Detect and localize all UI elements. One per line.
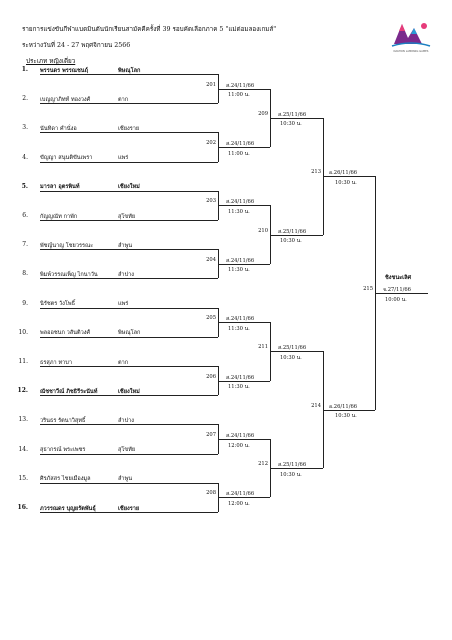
bracket-line [40, 162, 218, 163]
player-name: นิรัชตร วังโพธิ์ [40, 301, 76, 308]
match-number: 211 [258, 344, 268, 351]
player-name: พรรนดร พรรณชนฤ์ [40, 67, 88, 74]
bracket-line [40, 424, 218, 425]
player-province: แพร่ [118, 155, 129, 162]
player-seed-number: 10. [18, 328, 28, 336]
match-number: 201 [206, 81, 216, 88]
player-province: ลำปาง [118, 271, 134, 278]
bracket-line [40, 366, 218, 367]
player-name: ขัญญา สนุนติขันเพรา [40, 155, 93, 162]
match-date: จ.27/11/66 [383, 287, 411, 293]
player-province: เชียงใหม่ [118, 388, 140, 395]
match-time: 11:30 น. [228, 208, 250, 215]
player-seed-number: 7. [22, 241, 28, 249]
games-logo-icon [384, 18, 438, 50]
player-seed-number: 12. [17, 387, 28, 395]
player-name: พัชญ์นาญ โชยวรรณะ [40, 242, 94, 249]
match-date: ส.24/11/66 [226, 433, 255, 439]
match-time: 10:30 น. [280, 121, 302, 128]
match-number: 206 [206, 373, 216, 380]
match-number: 210 [258, 227, 268, 234]
player-province: สุโขทัย [118, 213, 136, 220]
bracket-line [40, 454, 218, 455]
player-seed-number: 4. [22, 153, 28, 161]
match-date: ส.24/11/66 [226, 374, 255, 381]
player-province: เชียงใหม่ [118, 184, 140, 191]
player-name: สุธากรณ์ พระเพชร [40, 447, 86, 454]
player-province: สุโขทัย [118, 447, 136, 454]
match-time: 12:00 น. [228, 442, 250, 449]
player-name: ณัชชาวีณ์ ภิชธิรีระนันท์ [40, 388, 98, 395]
player-seed-number: 2. [22, 95, 28, 103]
bracket-line [40, 483, 218, 484]
bracket-line [40, 278, 218, 279]
player-name: มารลา อุตรพินท์ [40, 184, 80, 191]
player-seed-number: 5. [21, 182, 28, 190]
player-name: ภวรรณดร บุญยรัตพันธุ์ [40, 505, 96, 512]
match-time: 11:30 น. [228, 384, 250, 391]
match-date: ส.25/11/66 [278, 111, 307, 118]
match-date: อ.26/11/66 [329, 170, 358, 177]
bracket-line [40, 74, 218, 75]
bracket-line [40, 337, 218, 338]
match-date: ส.24/11/66 [226, 141, 255, 147]
match-time: 12:00 น. [228, 500, 250, 507]
match-time: 11:30 น. [228, 267, 250, 274]
player-province: ลำพูน [118, 476, 133, 483]
player-name: กัญญณัท กาพัก [40, 213, 78, 220]
bracket-line [40, 220, 218, 221]
match-date: ส.24/11/66 [226, 199, 255, 206]
player-name: วรินธร รัตนาวิสุทธิ์ [40, 417, 86, 424]
player-seed-number: 8. [22, 270, 28, 278]
category-label: ประเภท หญิงเดี่ยว [26, 58, 76, 65]
match-date: ส.25/11/66 [278, 228, 307, 235]
page-title: รายการแข่งขันกีฬาแบดมินตันนักเรียนสามัคคีครั้งที่ 39 รอบคัดเลือกภาค 5 "แม่ต่อมลองเกมส์" [22, 26, 277, 33]
match-number: 215 [363, 286, 373, 292]
player-province: ลำพูน [118, 242, 133, 249]
player-province: แพร่ [118, 301, 129, 308]
match-date: ส.24/11/66 [226, 491, 255, 498]
match-date: ส.25/11/66 [278, 462, 307, 469]
player-seed-number: 11. [18, 358, 28, 365]
match-number: 205 [206, 315, 216, 322]
match-number: 203 [206, 198, 216, 205]
player-seed-number: 13. [18, 416, 28, 424]
player-seed-number: 9. [22, 299, 28, 307]
player-name: ศิรภัสสร ไชยเมืองมูล [40, 476, 91, 483]
bracket-line [40, 103, 218, 104]
match-time: 10:30 น. [335, 413, 357, 420]
logo-text: NAKHON LAMPANG GAMES [393, 50, 429, 53]
match-date: ส.24/11/66 [226, 316, 255, 323]
match-time: 10:30 น. [280, 471, 302, 478]
match-number: 202 [206, 140, 216, 146]
player-province: ตาก [118, 96, 129, 103]
bracket-line [40, 132, 218, 133]
player-seed-number: 3. [22, 124, 28, 132]
match-time: 10:00 น. [385, 296, 407, 303]
match-time: 11:00 น. [228, 92, 250, 99]
player-name: นันทิดา คำนั่งอ [40, 125, 77, 132]
match-number: 212 [258, 461, 268, 468]
player-province: พิษณุโลก [118, 67, 141, 74]
match-time: 10:30 น. [280, 238, 302, 245]
match-date: ส.24/11/66 [226, 257, 255, 264]
games-logo [384, 18, 438, 62]
match-time: 11:00 น. [228, 150, 250, 157]
player-seed-number: 15. [18, 474, 28, 482]
bracket-line [40, 512, 218, 513]
player-seed-number: 1. [21, 66, 28, 73]
match-number: 209 [258, 110, 268, 117]
match-number: 213 [311, 169, 321, 176]
match-date: ส.25/11/66 [278, 345, 307, 352]
match-time: 10:30 น. [280, 354, 302, 361]
player-name: เบญญาภิทท์ ทองวงศ์ [40, 96, 91, 103]
match-number: 208 [206, 490, 216, 497]
player-name: พิมพ์วรรณเพ็ญ ไกนาวัน [40, 271, 98, 278]
player-province: พิษณุโลก [118, 330, 141, 337]
event-dates: ระหว่างวันที่ 24 - 27 พฤศจิกายน 2566 [22, 42, 131, 49]
player-province: เชียงราย [118, 505, 140, 512]
player-province: เชียงราย [118, 125, 140, 132]
player-name: พลออชนก วสันติวงศ์ [40, 330, 91, 337]
bracket-line [40, 191, 218, 192]
bracket-line [40, 249, 218, 250]
match-number: 214 [311, 402, 321, 409]
final-label: ชิงชนะเลิศ [385, 275, 412, 281]
player-name: ธรสุภา ทาบา [40, 359, 72, 366]
match-number: 204 [206, 256, 216, 263]
bracket-line [40, 308, 218, 309]
match-time: 11:30 น. [228, 325, 250, 332]
match-date: ส.24/11/66 [226, 82, 255, 89]
player-seed-number: 6. [22, 212, 28, 219]
player-seed-number: 14. [18, 445, 28, 453]
player-seed-number: 16. [17, 504, 28, 511]
bracket-line [40, 395, 218, 396]
match-time: 10:30 น. [335, 179, 357, 186]
match-date: อ.26/11/66 [329, 403, 358, 410]
player-province: ลำปาง [118, 417, 134, 424]
player-province: ตาก [118, 359, 129, 366]
match-number: 207 [206, 432, 216, 438]
